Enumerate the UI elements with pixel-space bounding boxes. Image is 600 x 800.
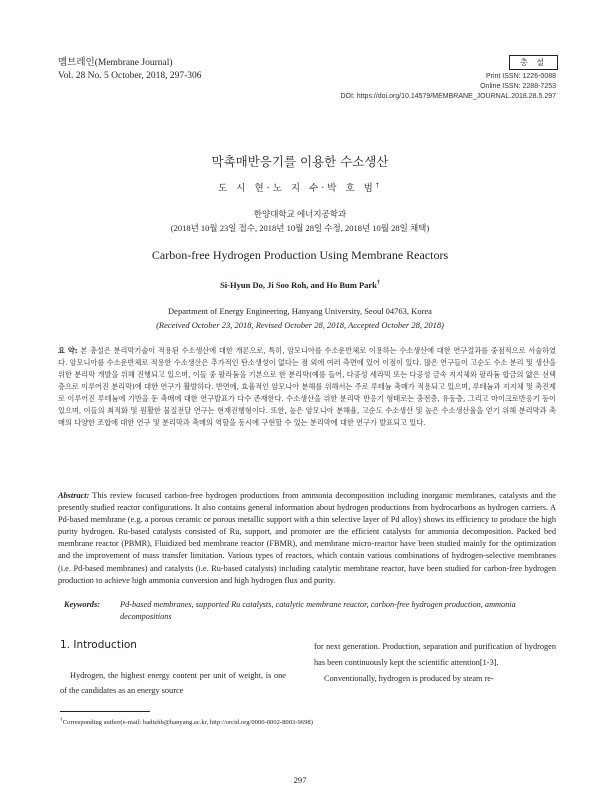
article-type-badge: 총 설 <box>509 55 558 70</box>
authors-korean-names: 도 시 현·노 지 수·박 호 범 <box>218 183 376 194</box>
keywords-label: Keywords: <box>64 600 100 609</box>
body-right-paragraph-2: Conventionally, hydrogen is produced by steam re- <box>324 674 494 683</box>
title-english: Carbon-free Hydrogen Production Using Membrane Reactors <box>151 248 449 262</box>
body-right-column <box>314 639 556 687</box>
corresponding-mark: † <box>375 181 382 189</box>
print-issn: Print ISSN: 1226-0088 <box>485 73 556 80</box>
abstract-english-label: Abstract: <box>58 491 90 500</box>
doi[interactable]: DOI: https://doi.org/10.14579/MEMBRANE_JOURNAL.2018.28.5.297 <box>340 93 556 100</box>
authors-korean <box>0 180 600 194</box>
footnote-text: Corresponding author(e-mail: badtzhb@hanyang.ac.kr, http://orcid.org/0000-0002-8003-9698) <box>62 719 313 727</box>
abstract-korean-text: 본 총설은 분리막기술이 적용된 수소생산에 대한 개론으로, 특히, 암모니아를 수소운반체로 이용하는 수소생산에 대한 연구결과를 중점적으로 서술하였다. 암모니아를 수소운반체로 적용한 수소생산은 추가적인 탄소생성이 없다는 점 외에 여러 측면에 있어 이점이 있다. 많은 연구들이 고순도 수소 분리 및 생산을 위한 분리막 개발을 위해 진행되고 있으며, 이들 중 팔라듐을 기본으로 한 분리막(예를 들어, 다공성 세라믹 또는 다공성 금속 지지체와 팔라듐 합금의 얇은 선택층으로 이루어진 분리막)에 대한 연구가 활발하다. 반면에, 효율적인 암모니아 분해를 위해서는 주로 루테늄 촉매가 적용되고 있으며, 루테늄과 지지체 및 촉진제로 이루어진 루테늄에 기반을 둔 촉매에 대한 연구발표가 다수 존재한다. 수소생산을 위한 분리막 반응기 형태로는 충전층, 유동층, 그리고 마이크로반응기 등이 있으며, 이들의 최적화 및 원활한 물질전달 연구는 현재진행형이다. 또한, 높은 암모니아 분해율, 고순도 수소생산 및 높은 수소생산율을 얻기 위해 분리막과 촉매의 다양한 조합에 대한 연구 및 분리막과 촉매의 역할을 동시에 구현할 수 있는 분리막에 대한 연구가 발표되고 있다. <box>58 346 556 427</box>
affiliation-english: Department of Energy Engineering, Hanyang University, Seoul 04763, Korea <box>168 306 432 316</box>
authors-english <box>0 280 600 290</box>
footnote <box>60 717 313 726</box>
dates-english: (Received October 23, 2018, Revised October 28, 2018, Accepted October 28, 2018) <box>156 320 444 330</box>
footnote-mark: † <box>60 717 63 723</box>
authors-english-names: Si-Hyun Do, Ji Soo Roh, and Ho Bum Park <box>220 280 377 290</box>
body-left-column: Hydrogen, the highest energy content per unit of weight, is one of the candidates as an energy source <box>60 671 286 695</box>
volume-info: Vol. 28 No. 5 October, 2018, 297-306 <box>58 71 202 81</box>
abstract-korean <box>58 345 556 429</box>
corresponding-mark-en: † <box>376 280 380 287</box>
title-korean: 막촉매반응기를 이용한 수소생산 <box>211 154 389 169</box>
affiliation-korean: 한양대학교 에너지공학과 <box>253 209 347 219</box>
journal-name: 멤브레인(Membrane Journal) <box>58 58 173 68</box>
dates-korean: (2018년 10월 23일 접수, 2018년 10월 28일 수정, 2018년 10월 28일 채택) <box>170 223 430 233</box>
keywords-text: Pd-based membranes, supported Ru catalysts, catalytic membrane reactor, carbon-free hydrogen production, ammonia decompositions <box>120 600 516 621</box>
footnote-rule <box>60 711 150 712</box>
abstract-korean-label: 요 약: <box>58 346 78 355</box>
page-number: 297 <box>293 775 307 785</box>
section-heading: 1. Introduction <box>60 639 137 651</box>
abstract-english-text: This review focused carbon-free hydrogen productions from ammonia decomposition including inorganic membranes, catalysts and the presently studied reactor configurations. It also contains general information about hydrogen productions from hydrocarbons as hydrogen carriers. A Pd-based membrane (e.g. a porous ceramic or porous metallic support with a thin selective layer of Pd alloy) shows its efficiency to produce the high purity hydrogen. Ru-based catalysts consisted of Ru, support, and promoter are the efficient catalysts for ammonia decomposition. Packed bed membrane reactor (PBMR), Fluidized bed membrane reactor (FBMR), and membrane micro-reactor have been studied mainly for the optimization and the improvement of mass transfer limitation. Various types of reactors, which contain various combinations of hydrogen-selective membranes (i.e. Pd-based membranes) and catalysts (i.e. Ru-based catalysts) including catalytic membrane reactor, have been studied for carbon-free hydrogen production to achieve high ammonia conversion and high hydrogen flux and purity. <box>58 491 556 585</box>
abstract-english <box>58 490 556 587</box>
online-issn: Online ISSN: 2288-7253 <box>480 83 556 90</box>
body-right-paragraph-1: for next generation. Production, separation and purification of hydrogen has been continuously kept the scientific attention[1-3]. <box>314 642 556 667</box>
